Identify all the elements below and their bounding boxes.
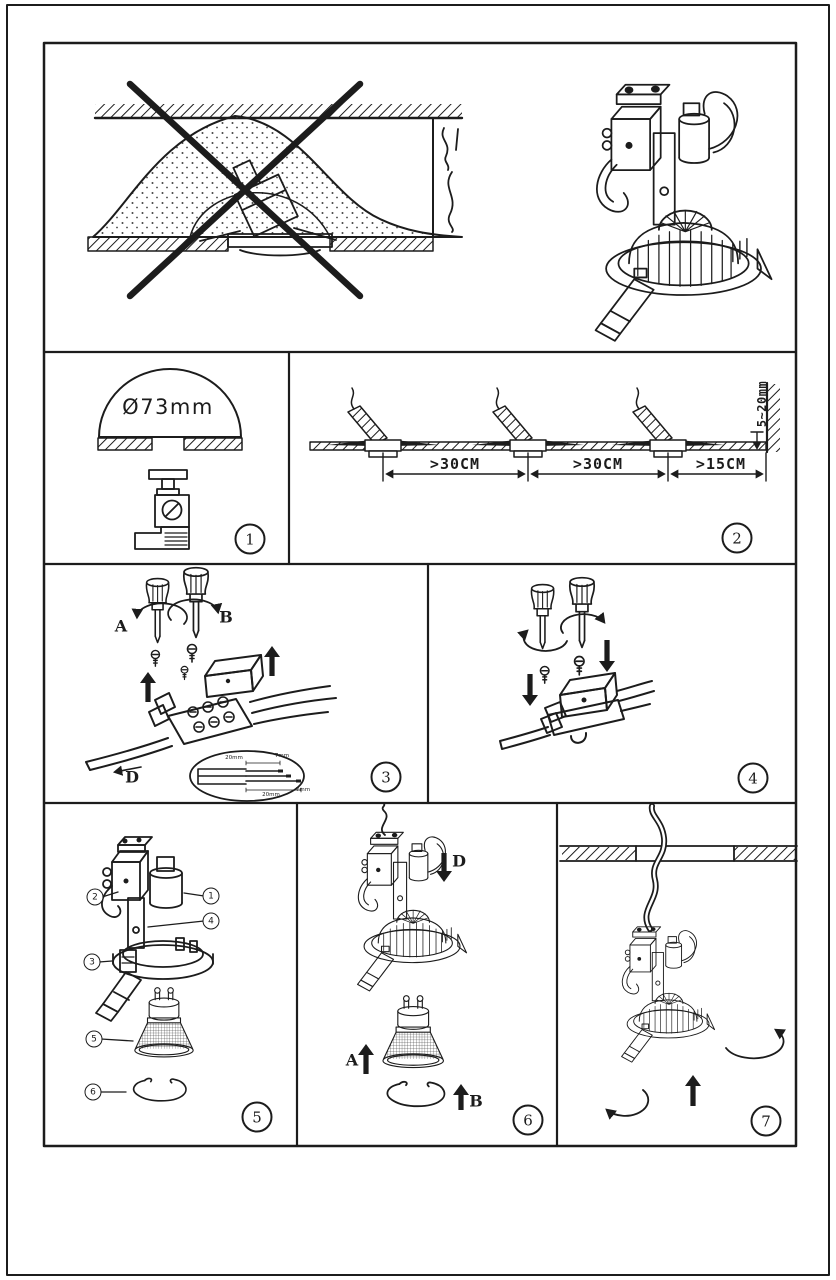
panel-install-drawing	[560, 806, 797, 1116]
strip-core-label-bottom: 7mm	[295, 787, 311, 793]
spacing-dim-label-3: >15CM	[695, 455, 747, 473]
step-6-badge	[513, 1105, 544, 1136]
panel-wiring-open-drawing	[86, 568, 336, 801]
part-callout-4	[203, 913, 220, 930]
part-callout-3-number: 3	[89, 957, 95, 967]
panel-lamp-drawing	[358, 804, 469, 1110]
part-callout-5	[86, 1031, 103, 1048]
pull-direction-label-d: D	[125, 767, 139, 787]
lamp-push-label-d: D	[452, 851, 466, 871]
step-2-badge	[722, 523, 753, 554]
strip-core-label-top: 7mm	[274, 753, 290, 759]
step-3-number: 3	[381, 768, 391, 786]
step-5-badge	[242, 1102, 273, 1133]
panel-wiring-closed-drawing	[500, 578, 654, 749]
lamp-ring-label-b: B	[469, 1091, 483, 1111]
step-1-badge	[235, 524, 266, 555]
strip-sheath-label-top: 20mm	[225, 755, 243, 761]
part-callout-1-number: 1	[208, 891, 214, 901]
step-7-badge	[751, 1106, 782, 1137]
part-callout-1	[203, 888, 220, 905]
panel-parts-drawing	[96, 837, 213, 1101]
step-4-number: 4	[748, 769, 758, 787]
step-2-number: 2	[732, 529, 742, 547]
step-1-number: 1	[245, 530, 255, 548]
part-callout-3	[84, 954, 101, 971]
turn-direction-label-b: B	[219, 607, 233, 627]
part-callout-2-number: 2	[92, 892, 98, 902]
part-callout-4-number: 4	[208, 916, 214, 926]
step-6-number: 6	[523, 1111, 533, 1129]
hole-diameter-label: Ø73mm	[122, 395, 214, 419]
spacing-dim-label-2: >30CM	[572, 455, 624, 473]
step-4-badge	[738, 763, 769, 794]
part-callout-6	[85, 1084, 102, 1101]
strip-sheath-label-bottom: 20mm	[262, 792, 280, 798]
insulation-warning-illustration	[88, 84, 462, 296]
part-callout-6-number: 6	[90, 1087, 96, 1097]
product-overview	[596, 85, 772, 341]
part-callout-2	[87, 889, 104, 906]
step-3-badge	[371, 762, 402, 793]
part-callout-5-number: 5	[91, 1034, 97, 1044]
step-7-number: 7	[761, 1112, 771, 1130]
turn-direction-label-a: A	[114, 616, 128, 636]
lamp-insert-label-a: A	[345, 1050, 359, 1070]
wall-gap-label: 5~20mm	[755, 380, 769, 428]
step-5-number: 5	[252, 1108, 262, 1126]
spacing-dim-label-1: >30CM	[429, 455, 481, 473]
